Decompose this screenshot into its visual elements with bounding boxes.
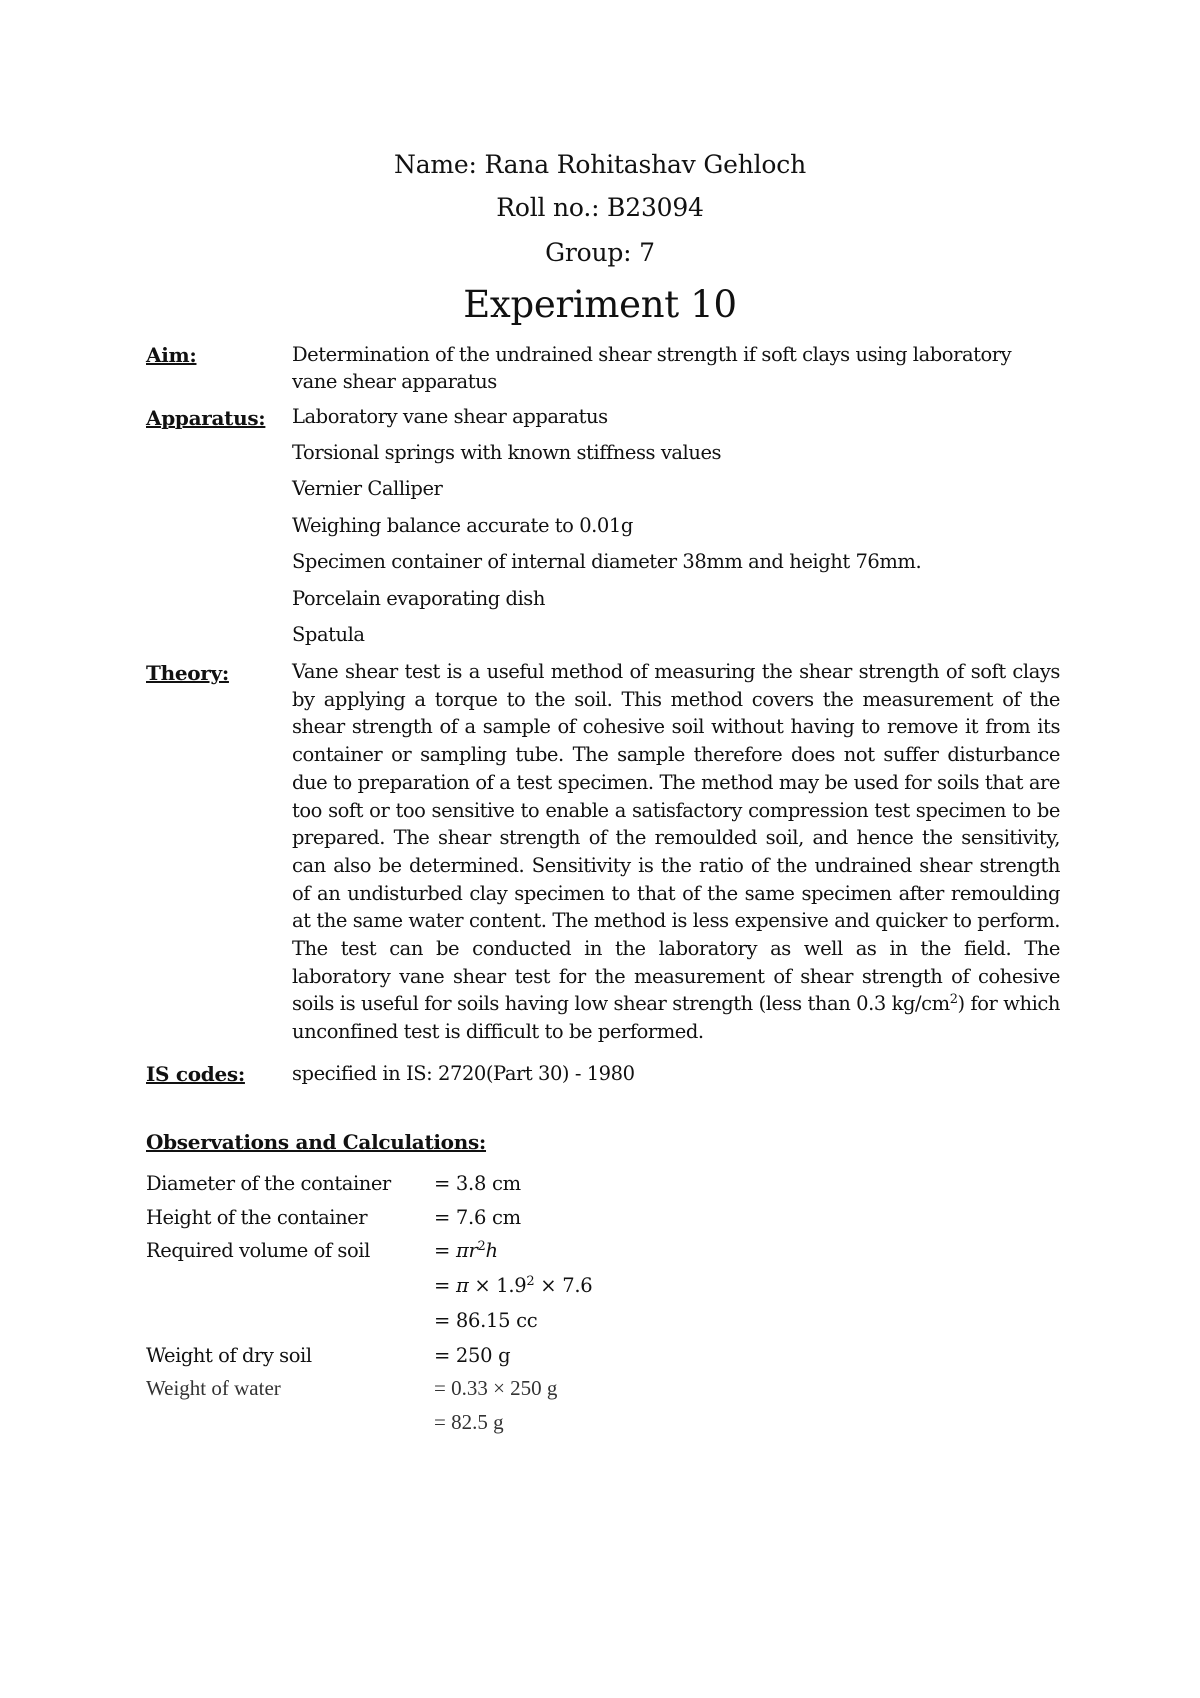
apparatus-item: Spatula [292,623,365,646]
water-result: = 82.5 g [434,1410,504,1434]
volume-label: Required volume of soil [146,1239,370,1262]
theory-body: Vane shear test is a useful method of measuring the shear strength of soft clays by applying a torque to the soil. This method covers the measurement of the shear strength of a sample of cohesive soil without having to remove it from its container or sampling tube. The sample therefore does not suffer disturbance due to preparation of a test specimen. The method may be used for soils that are too soft or too sensitive to enable a satisfactory compression test specimen to be prepared. The shear strength of the remoulded soil, and hence the sensitivity, can also be determined. Sensitivity is the ratio of the undrained shear strength of an undisturbed clay specimen to that of the same specimen after remoulding at the same water content. The method is less expensive and quicker to perform. The test can be conducted in the laboratory as well as in the field. The laboratory vane shear test for the measurement of shear strength of cohesive soils is useful for soils having low shear strength (less than 0.3 kg/cm [292,660,1060,1016]
volume-step-end: × 7.6 [534,1274,593,1297]
volume-step-pi: π [455,1274,469,1297]
volume-step-mid: × 1.9 [468,1274,527,1297]
theory-superscript: 2 [949,992,958,1008]
is-codes-label: IS codes: [146,1062,245,1086]
apparatus-item: Vernier Calliper [292,477,443,500]
water-label: Weight of water [146,1376,281,1400]
apparatus-item: Torsional springs with known stiffness values [292,441,722,464]
aim-text: Determination of the undrained shear strength if soft clays using laboratory vane shear apparatus [292,343,1012,393]
apparatus-item: Weighing balance accurate to 0.01g [292,514,633,537]
volume-step-prefix: = [434,1274,456,1297]
volume-formula-prefix: = [434,1239,456,1262]
apparatus-item: Porcelain evaporating dish [292,587,545,610]
volume-formula-h: h [485,1239,498,1262]
observations-heading: Observations and Calculations: [146,1130,487,1154]
volume-formula-exponent: 2 [477,1239,486,1254]
theory-label: Theory: [146,661,229,685]
theory-body-end: ) for which unconfined test is difficult to be performed. [292,992,1060,1044]
height-value: = 7.6 cm [434,1206,521,1229]
volume-formula-pi-r: πr [455,1239,478,1262]
apparatus-item: Specimen container of internal diameter 38mm and height 76mm. [292,550,922,573]
dry-soil-label: Weight of dry soil [146,1344,312,1367]
diameter-value: = 3.8 cm [434,1172,521,1195]
roll-number: Roll no.: B23094 [496,193,704,222]
theory-text [292,658,1060,1046]
dry-soil-value: = 250 g [434,1344,511,1367]
volume-step-exponent: 2 [526,1274,535,1289]
apparatus-label: Apparatus: [146,406,266,430]
apparatus-item: Laboratory vane shear apparatus [292,405,608,428]
diameter-label: Diameter of the container [146,1172,391,1195]
volume-formula [434,1239,498,1262]
height-label: Height of the container [146,1206,368,1229]
volume-step [434,1274,592,1297]
group-number: Group: 7 [545,238,655,267]
volume-result: = 86.15 cc [434,1309,538,1332]
water-formula: = 0.33 × 250 g [434,1376,558,1400]
student-name: Name: Rana Rohitashav Gehloch [394,150,806,179]
experiment-title: Experiment 10 [463,283,737,326]
aim-label: Aim: [146,343,197,367]
is-codes-text: specified in IS: 2720(Part 30) - 1980 [292,1062,635,1085]
